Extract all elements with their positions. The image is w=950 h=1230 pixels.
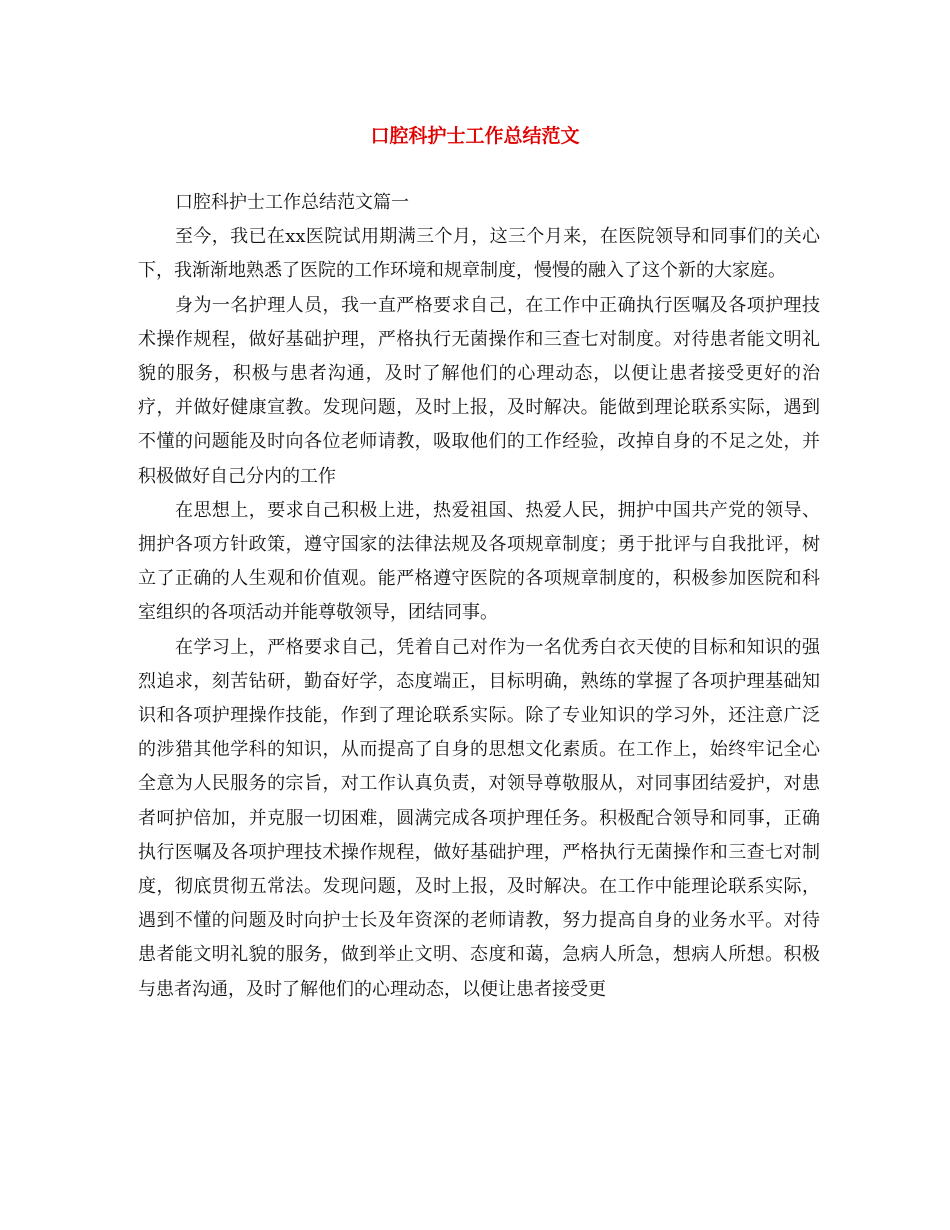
- document-body: [138, 186, 820, 1007]
- paragraph: 在学习上，严格要求自己，凭着自己对作为一名优秀白衣天使的目标和知识的强烈追求，刻苦钻研，勤奋好学，态度端正，目标明确，熟练的掌握了各项护理基础知识和各项护理操作技能，作到了理论联系实际。除了专业知识的学习外，还注意广泛的涉猎其他学科的知识，从而提高了自身的思想文化素质。在工作上，始终牢记全心全意为人民服务的宗旨，对工作认真负责，对领导尊敬服从，对同事团结爱护，对患者呵护倍加，并克服一切困难，圆满完成各项护理任务。积极配合领导和同事，正确执行医嘱及各项护理技术操作规程，做好基础护理，严格执行无菌操作和三查七对制度，彻底贯彻五常法。发现问题，及时上报，及时解决。在工作中能理论联系实际，遇到不懂的问题及时向护士长及年资深的老师请教，努力提高自身的业务水平。对待患者能文明礼貌的服务，做到举止文明、态度和蔼，急病人所急，想病人所想。积极与患者沟通，及时了解他们的心理动态，以便让患者接受更: [138, 636, 820, 1000]
- paragraph: 在思想上，要求自己积极上进，热爱祖国、热爱人民，拥护中国共产党的领导、拥护各项方针政策，遵守国家的法律法规及各项规章制度；勇于批评与自我批评，树立了正确的人生观和价值观。能严格遵守医院的各项规章制度的，积极参加医院和科室组织的各项活动并能尊敬领导，团结同事。: [138, 499, 820, 624]
- paragraph: 至今，我已在xx医院试用期满三个月，这三个月来，在医院领导和同事们的关心下，我渐渐地熟悉了医院的工作环境和规章制度，慢慢的融入了这个新的大家庭。: [138, 226, 820, 282]
- paragraph: 身为一名护理人员，我一直严格要求自己，在工作中正确执行医嘱及各项护理技术操作规程，做好基础护理，严格执行无菌操作和三查七对制度。对待患者能文明礼貌的服务，积极与患者沟通，及时了解他们的心理动态，以便让患者接受更好的治疗，并做好健康宣教。发现问题，及时上报，及时解决。能做到理论联系实际，遇到不懂的问题能及时向各位老师请教，吸取他们的工作经验，改掉自身的不足之处，并积极做好自己分内的工作: [138, 294, 820, 487]
- document-title: 口腔科护士工作总结范文: [370, 125, 580, 147]
- section-heading: 口腔科护士工作总结范文篇一: [175, 192, 409, 213]
